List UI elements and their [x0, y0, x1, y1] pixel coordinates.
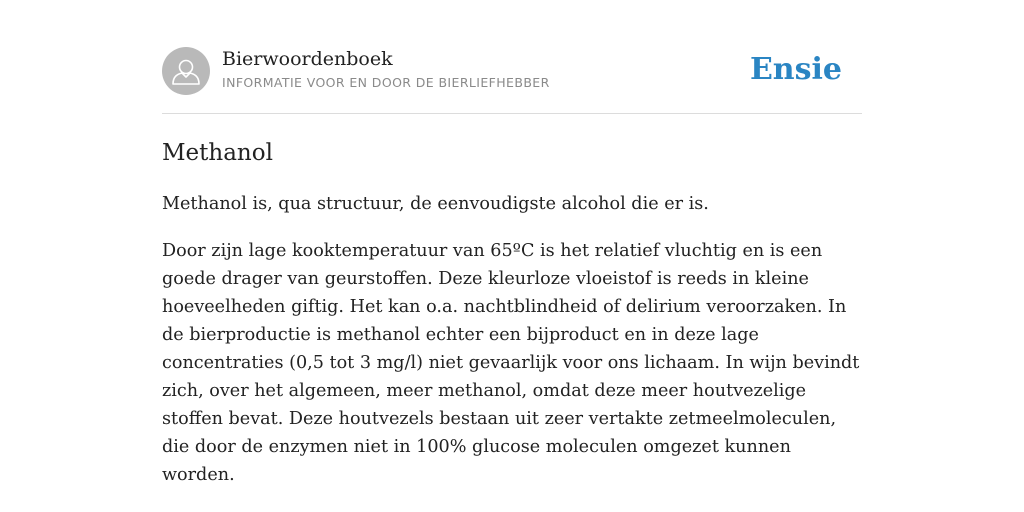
user-silhouette-icon	[162, 47, 210, 95]
definition-card	[162, 0, 862, 512]
header	[162, 46, 862, 96]
article-paragraph: Door zijn lage kooktemperatuur van 65ºC is het relatief vluchtig en is een goede drager van geurstoffen. Deze kleurloze vloeistof is reeds in kleine hoeveelheden giftig. Het kan o.a. nachtblindheid of delirium veroorzaken. In de bierproductie is methanol echter een bijproduct en in deze lage concentraties (0,5 tot 3 mg/l) niet gevaarlijk voor ons lichaam. In wijn bevindt zich, over het algemeen, meer methanol, omdat deze meer houtvezelige stoffen bevat. Deze houtvezels bestaan uit zeer vertakte zetmeelmoleculen, die door de enzymen niet in 100% glucose moleculen omgezet kunnen worden.	[162, 241, 860, 485]
article-paragraph: Methanol is, qua structuur, de eenvoudigste alcohol die er is.	[162, 194, 709, 214]
avatar[interactable]	[162, 47, 210, 95]
header-divider	[162, 113, 862, 114]
site-tagline: INFORMATIE VOOR EN DOOR DE BIERLIEFHEBBER	[222, 75, 550, 90]
brand-logo-link[interactable]: Ensie	[749, 52, 842, 87]
article-title: Methanol	[162, 140, 273, 166]
site-name[interactable]: Bierwoordenboek	[222, 48, 393, 70]
